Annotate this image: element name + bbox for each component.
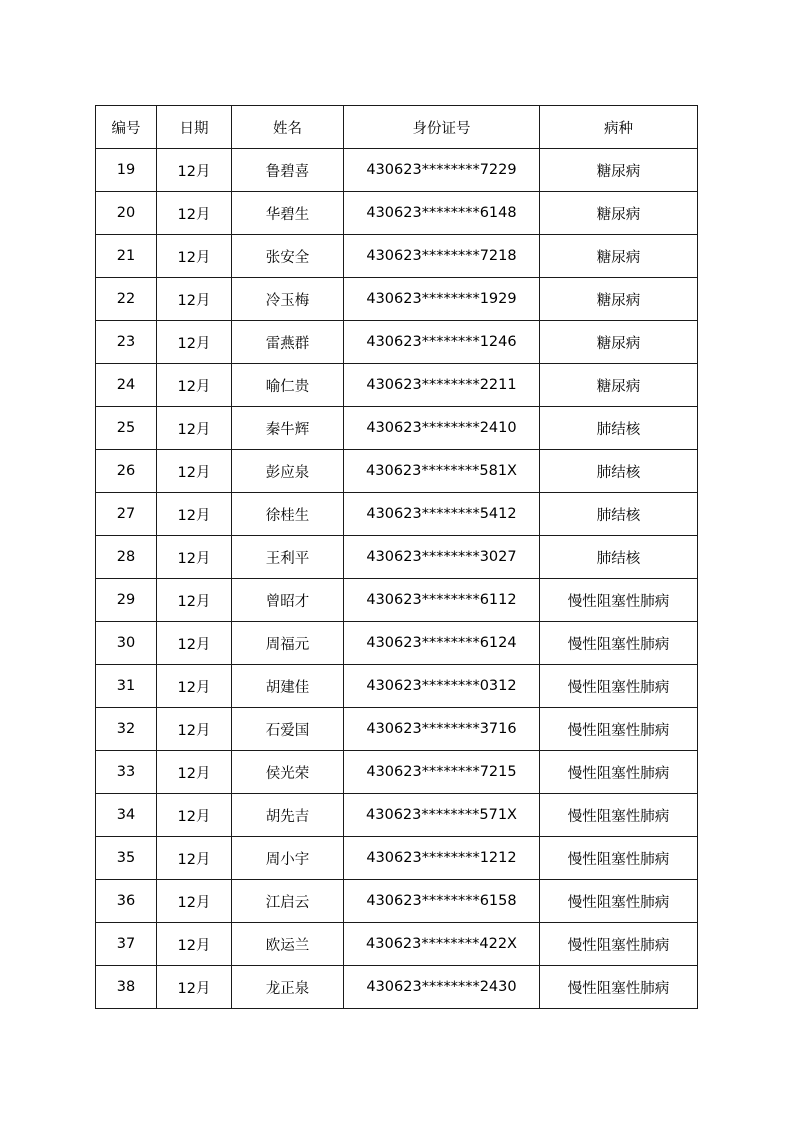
cell-no: 34	[96, 794, 157, 837]
table-row	[96, 192, 698, 235]
cell-no: 24	[96, 364, 157, 407]
cell-disease: 糖尿病	[540, 321, 698, 364]
table-row	[96, 966, 698, 1009]
cell-name: 喻仁贵	[232, 364, 344, 407]
cell-date: 12月	[157, 837, 232, 880]
table-row	[96, 708, 698, 751]
cell-date: 12月	[157, 450, 232, 493]
table-row	[96, 321, 698, 364]
cell-disease: 慢性阻塞性肺病	[540, 708, 698, 751]
cell-id: 430623********3716	[344, 708, 540, 751]
cell-disease: 肺结核	[540, 407, 698, 450]
table-row	[96, 407, 698, 450]
cell-id: 430623********422X	[344, 923, 540, 966]
cell-no: 23	[96, 321, 157, 364]
cell-date: 12月	[157, 880, 232, 923]
table-row	[96, 278, 698, 321]
table-row	[96, 235, 698, 278]
cell-id: 430623********6148	[344, 192, 540, 235]
cell-date: 12月	[157, 966, 232, 1009]
cell-name: 侯光荣	[232, 751, 344, 794]
cell-id: 430623********6124	[344, 622, 540, 665]
cell-disease: 糖尿病	[540, 235, 698, 278]
cell-no: 38	[96, 966, 157, 1009]
cell-no: 37	[96, 923, 157, 966]
cell-name: 周福元	[232, 622, 344, 665]
cell-name: 彭应泉	[232, 450, 344, 493]
cell-id: 430623********1929	[344, 278, 540, 321]
cell-date: 12月	[157, 751, 232, 794]
cell-date: 12月	[157, 149, 232, 192]
table-row	[96, 364, 698, 407]
cell-disease: 慢性阻塞性肺病	[540, 794, 698, 837]
table-row	[96, 923, 698, 966]
cell-name: 徐桂生	[232, 493, 344, 536]
table-row	[96, 665, 698, 708]
table-row	[96, 149, 698, 192]
cell-date: 12月	[157, 579, 232, 622]
cell-disease: 慢性阻塞性肺病	[540, 880, 698, 923]
cell-no: 31	[96, 665, 157, 708]
cell-id: 430623********571X	[344, 794, 540, 837]
cell-id: 430623********3027	[344, 536, 540, 579]
cell-name: 胡建佳	[232, 665, 344, 708]
cell-date: 12月	[157, 364, 232, 407]
cell-no: 35	[96, 837, 157, 880]
cell-name: 张安全	[232, 235, 344, 278]
cell-no: 32	[96, 708, 157, 751]
header-id: 身份证号	[344, 106, 540, 149]
cell-name: 欧运兰	[232, 923, 344, 966]
cell-disease: 慢性阻塞性肺病	[540, 622, 698, 665]
cell-name: 曾昭才	[232, 579, 344, 622]
patient-table	[95, 105, 698, 1009]
table-row	[96, 536, 698, 579]
cell-date: 12月	[157, 278, 232, 321]
cell-name: 周小宇	[232, 837, 344, 880]
table-row	[96, 751, 698, 794]
cell-date: 12月	[157, 665, 232, 708]
cell-no: 28	[96, 536, 157, 579]
table-header-row	[96, 106, 698, 149]
cell-no: 26	[96, 450, 157, 493]
cell-date: 12月	[157, 235, 232, 278]
cell-date: 12月	[157, 923, 232, 966]
cell-disease: 慢性阻塞性肺病	[540, 751, 698, 794]
cell-name: 雷燕群	[232, 321, 344, 364]
cell-date: 12月	[157, 493, 232, 536]
cell-disease: 糖尿病	[540, 364, 698, 407]
cell-no: 36	[96, 880, 157, 923]
cell-no: 25	[96, 407, 157, 450]
cell-id: 430623********7218	[344, 235, 540, 278]
header-no: 编号	[96, 106, 157, 149]
cell-disease: 糖尿病	[540, 149, 698, 192]
cell-disease: 肺结核	[540, 450, 698, 493]
cell-id: 430623********5412	[344, 493, 540, 536]
table-body	[96, 149, 698, 1009]
table-row	[96, 450, 698, 493]
cell-name: 华碧生	[232, 192, 344, 235]
cell-disease: 糖尿病	[540, 278, 698, 321]
cell-no: 33	[96, 751, 157, 794]
table-row	[96, 493, 698, 536]
cell-disease: 肺结核	[540, 536, 698, 579]
cell-disease: 慢性阻塞性肺病	[540, 837, 698, 880]
cell-date: 12月	[157, 794, 232, 837]
cell-id: 430623********2430	[344, 966, 540, 1009]
header-date: 日期	[157, 106, 232, 149]
cell-disease: 糖尿病	[540, 192, 698, 235]
cell-id: 430623********6158	[344, 880, 540, 923]
cell-id: 430623********581X	[344, 450, 540, 493]
header-disease: 病种	[540, 106, 698, 149]
cell-id: 430623********2410	[344, 407, 540, 450]
cell-date: 12月	[157, 708, 232, 751]
header-name: 姓名	[232, 106, 344, 149]
cell-name: 石爱国	[232, 708, 344, 751]
cell-no: 20	[96, 192, 157, 235]
cell-date: 12月	[157, 192, 232, 235]
cell-id: 430623********7215	[344, 751, 540, 794]
cell-no: 27	[96, 493, 157, 536]
cell-id: 430623********7229	[344, 149, 540, 192]
cell-name: 冷玉梅	[232, 278, 344, 321]
cell-name: 鲁碧喜	[232, 149, 344, 192]
cell-id: 430623********0312	[344, 665, 540, 708]
cell-no: 19	[96, 149, 157, 192]
cell-date: 12月	[157, 622, 232, 665]
cell-no: 21	[96, 235, 157, 278]
cell-disease: 慢性阻塞性肺病	[540, 579, 698, 622]
table-row	[96, 880, 698, 923]
cell-date: 12月	[157, 321, 232, 364]
cell-name: 秦牛辉	[232, 407, 344, 450]
table-row	[96, 794, 698, 837]
cell-no: 29	[96, 579, 157, 622]
table-row	[96, 579, 698, 622]
cell-disease: 慢性阻塞性肺病	[540, 966, 698, 1009]
cell-disease: 慢性阻塞性肺病	[540, 923, 698, 966]
cell-id: 430623********1246	[344, 321, 540, 364]
cell-disease: 肺结核	[540, 493, 698, 536]
cell-id: 430623********2211	[344, 364, 540, 407]
cell-disease: 慢性阻塞性肺病	[540, 665, 698, 708]
cell-name: 江启云	[232, 880, 344, 923]
cell-name: 胡先吉	[232, 794, 344, 837]
cell-date: 12月	[157, 407, 232, 450]
cell-id: 430623********1212	[344, 837, 540, 880]
table-row	[96, 837, 698, 880]
cell-name: 王利平	[232, 536, 344, 579]
table-row	[96, 622, 698, 665]
cell-name: 龙正泉	[232, 966, 344, 1009]
cell-id: 430623********6112	[344, 579, 540, 622]
cell-date: 12月	[157, 536, 232, 579]
cell-no: 22	[96, 278, 157, 321]
cell-no: 30	[96, 622, 157, 665]
